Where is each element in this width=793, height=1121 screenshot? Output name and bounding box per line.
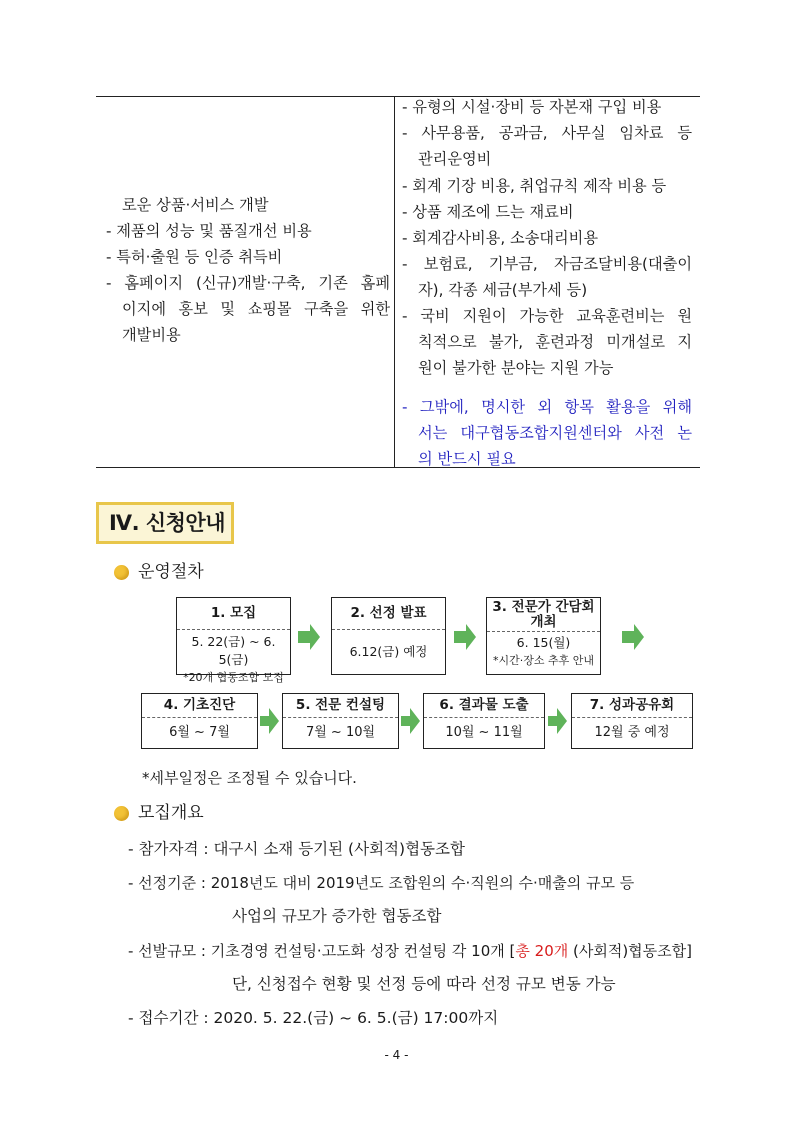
right-line: - 보험료, 기부금, 자금조달비용(대출이 xyxy=(402,255,692,273)
step-card-1 xyxy=(176,597,291,684)
recruit-scale xyxy=(128,941,692,961)
step-card-4 xyxy=(141,693,258,749)
excluded-items-column xyxy=(402,97,694,467)
left-line: 이지에 홍보 및 쇼핑몰 구축을 위한 xyxy=(122,300,390,318)
right-line: - 유형의 시설·장비 등 자본재 구입 비용 xyxy=(402,98,662,116)
right-line: - 회계감사비용, 소송대리비용 xyxy=(402,229,599,247)
page-number: - 4 - xyxy=(384,1048,409,1062)
step-date: 6월 ~ 7월 xyxy=(169,725,230,740)
right-line-notice: 의 반드시 필요 xyxy=(418,450,516,468)
step-date: 12월 중 예정 xyxy=(594,725,670,740)
step-card-7 xyxy=(571,693,693,749)
procedure-title: 운영절차 xyxy=(138,562,204,582)
right-line: - 상품 제조에 드는 재료비 xyxy=(402,203,574,221)
step-title: 7. 성과공유회 xyxy=(572,694,692,718)
budget-table xyxy=(96,96,700,468)
right-line: - 국비 지원이 가능한 교육훈련비는 원 xyxy=(402,307,692,325)
step-card-5 xyxy=(282,693,399,749)
step-note: *20개 협동조합 모집 xyxy=(183,671,284,684)
arrow-right-icon xyxy=(401,708,421,734)
arrow-right-icon xyxy=(454,624,478,650)
right-line-notice: - 그밖에, 명시한 외 항목 활용을 위해 xyxy=(402,398,692,416)
step-card-3 xyxy=(486,597,601,675)
left-line: - 특허·출원 등 인증 취득비 xyxy=(106,248,283,266)
table-column-divider xyxy=(394,97,395,467)
left-line: 로운 상품·서비스 개발 xyxy=(122,196,269,214)
recruit-qualification: - 참가자격 : 대구시 소재 등기된 (사회적)협동조합 xyxy=(128,840,465,858)
recruit-scale-cont: 단, 신청접수 현황 및 선정 등에 따라 선정 규모 변동 가능 xyxy=(232,975,616,993)
arrow-right-icon xyxy=(622,624,646,650)
right-line: 칙적으로 불가, 훈련과정 미개설로 지 xyxy=(418,333,692,351)
step-date: 6. 15(월) xyxy=(516,635,571,650)
step-date: 7월 ~ 10월 xyxy=(305,725,376,740)
step-title: 2. 선정 발표 xyxy=(332,598,445,630)
step-date: 6.12(금) 예정 xyxy=(349,644,428,659)
left-line: 개발비용 xyxy=(122,326,181,344)
recruit-title: 모집개요 xyxy=(138,803,204,823)
bullet-icon xyxy=(114,565,129,580)
recruit-scale-text-end: (사회적)협동조합] xyxy=(568,942,692,960)
right-line: 자), 각종 세금(부가세 등) xyxy=(418,281,588,299)
step-title: 3. 전문가 간담회 개최 xyxy=(487,598,600,632)
recruit-criteria-cont: 사업의 규모가 증가한 협동조합 xyxy=(232,907,442,925)
recruit-scale-total: 총 20개 xyxy=(515,942,569,960)
arrow-right-icon xyxy=(298,624,322,650)
bullet-icon xyxy=(114,806,129,821)
step-title: 6. 결과물 도출 xyxy=(424,694,544,718)
allowed-items-column xyxy=(102,97,390,467)
right-line: - 사무용품, 공과금, 사무실 임차료 등 xyxy=(402,124,692,142)
step-date: 5. 22(금) ~ 6. 5(금) xyxy=(191,634,276,667)
step-card-2 xyxy=(331,597,446,675)
arrow-right-icon xyxy=(548,708,568,734)
section-heading: Ⅳ. 신청안내 xyxy=(96,502,234,544)
step-card-6 xyxy=(423,693,545,749)
arrow-right-icon xyxy=(260,708,280,734)
step-date: 10월 ~ 11월 xyxy=(445,725,523,740)
recruit-period: - 접수기간 : 2020. 5. 22.(금) ~ 6. 5.(금) 17:00까지 xyxy=(128,1009,499,1027)
right-line: - 회계 기장 비용, 취업규칙 제작 비용 등 xyxy=(402,177,667,195)
left-line: - 제품의 성능 및 품질개선 비용 xyxy=(106,222,312,240)
right-line: 관리운영비 xyxy=(418,150,492,168)
step-note: *시간·장소 추후 안내 xyxy=(493,654,594,667)
right-line: 원이 불가한 분야는 지원 가능 xyxy=(418,359,614,377)
recruit-scale-text: - 선발규모 : 기초경영 컨설팅·고도화 성장 컨설팅 각 10개 [ xyxy=(128,942,516,960)
step-title: 4. 기초진단 xyxy=(142,694,257,718)
step-title: 1. 모집 xyxy=(177,598,290,630)
right-line-notice: 서는 대구협동조합지원센터와 사전 논 xyxy=(418,424,692,442)
step-title: 5. 전문 컨설팅 xyxy=(283,694,398,718)
left-line: - 홈페이지 (신규)개발·구축, 기존 홈페 xyxy=(106,274,390,292)
schedule-footnote: *세부일정은 조정될 수 있습니다. xyxy=(142,769,357,787)
recruit-criteria: - 선정기준 : 2018년도 대비 2019년도 조합원의 수·직원의 수·매출의 규모 등 xyxy=(128,874,635,892)
